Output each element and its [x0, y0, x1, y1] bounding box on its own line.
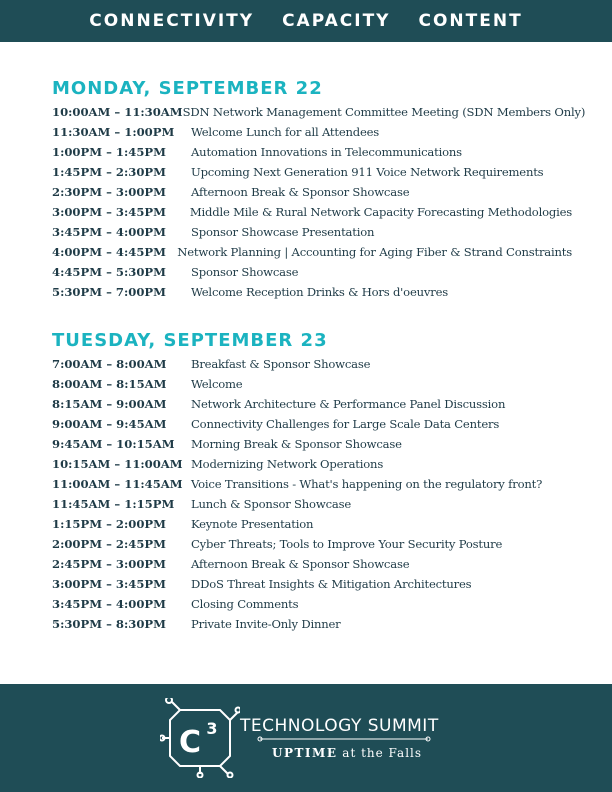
session-time: 10:00AM – 11:30AM	[52, 105, 183, 119]
session-time: 9:45AM – 10:15AM	[52, 437, 175, 451]
session-time: 2:45PM – 3:00PM	[52, 557, 166, 571]
session-time: 3:45PM – 4:00PM	[52, 225, 166, 239]
schedule-row	[52, 122, 572, 142]
session-time: 3:45PM – 4:00PM	[52, 597, 166, 611]
session-time: 8:15AM – 9:00AM	[52, 397, 167, 411]
session-time: 11:45AM – 1:15PM	[52, 497, 175, 511]
session-time: 4:00PM – 4:45PM	[52, 245, 166, 259]
session-title: Breakfast & Sponsor Showcase	[191, 357, 371, 371]
schedule-row	[52, 142, 572, 162]
circuit-node-icon	[166, 698, 172, 703]
session-title: SDN Network Management Committee Meeting (SDN Members Only)	[182, 105, 586, 119]
session-title: Network Architecture & Performance Panel Discussion	[191, 397, 506, 411]
session-title: Welcome	[191, 377, 243, 391]
summit-subtitle	[272, 746, 422, 760]
tuesday-schedule	[52, 354, 572, 634]
schedule-row	[52, 474, 572, 494]
session-time: 5:30PM – 8:30PM	[52, 617, 166, 631]
session-title: Connectivity Challenges for Large Scale Data Centers	[191, 417, 500, 431]
schedule-row	[52, 434, 572, 454]
session-time: 7:00AM – 8:00AM	[52, 357, 167, 371]
schedule-row	[52, 102, 586, 122]
session-title: Voice Transitions - What's happening on the regulatory front?	[191, 477, 543, 491]
session-title: Welcome Lunch for all Attendees	[191, 125, 380, 139]
schedule-row	[52, 514, 572, 534]
monday-heading: MONDAY, SEPTEMBER 22	[52, 78, 323, 99]
session-title: Network Planning | Accounting for Aging Fiber & Strand Constraints	[177, 245, 572, 259]
session-title: Welcome Reception Drinks & Hors d'oeuvres	[191, 285, 448, 299]
summit-title: TECHNOLOGY SUMMIT	[240, 716, 439, 736]
session-title: Keynote Presentation	[191, 517, 314, 531]
subtitle-venue: at the Falls	[337, 746, 423, 760]
schedule-row	[52, 394, 572, 414]
tuesday-heading: TUESDAY, SEPTEMBER 23	[52, 330, 328, 351]
session-title: Lunch & Sponsor Showcase	[191, 497, 351, 511]
session-time: 2:00PM – 2:45PM	[52, 537, 166, 551]
schedule-row	[52, 414, 572, 434]
session-time: 2:30PM – 3:00PM	[52, 185, 166, 199]
session-time: 1:15PM – 2:00PM	[52, 517, 166, 531]
session-title: Morning Break & Sponsor Showcase	[191, 437, 402, 451]
schedule-row	[52, 494, 572, 514]
schedule-row	[52, 222, 572, 242]
session-time: 1:45PM – 2:30PM	[52, 165, 166, 179]
session-title: Sponsor Showcase	[191, 265, 299, 279]
schedule-row	[52, 534, 572, 554]
schedule-row	[52, 162, 572, 182]
session-time: 5:30PM – 7:00PM	[52, 285, 166, 299]
schedule-row	[52, 614, 572, 634]
schedule-row	[52, 554, 572, 574]
schedule-row	[52, 182, 572, 202]
schedule-row	[52, 202, 572, 222]
session-title: Afternoon Break & Sponsor Showcase	[191, 557, 410, 571]
tagline-capacity: CAPACITY	[282, 11, 391, 31]
schedule-row	[52, 242, 572, 262]
schedule-row	[52, 594, 572, 614]
session-title: Automation Innovations in Telecommunications	[191, 145, 462, 159]
session-title: Private Invite-Only Dinner	[191, 617, 341, 631]
schedule-row	[52, 282, 572, 302]
session-time: 1:00PM – 1:45PM	[52, 145, 166, 159]
session-title: Closing Comments	[191, 597, 299, 611]
session-title: Upcoming Next Generation 911 Voice Network Requirements	[191, 165, 544, 179]
header-band	[0, 0, 612, 42]
schedule-row	[52, 262, 572, 282]
brand-divider	[238, 735, 450, 743]
session-time: 11:30AM – 1:00PM	[52, 125, 175, 139]
session-title: Afternoon Break & Sponsor Showcase	[191, 185, 410, 199]
session-title: Sponsor Showcase Presentation	[191, 225, 375, 239]
session-time: 9:00AM – 9:45AM	[52, 417, 167, 431]
schedule-row	[52, 574, 572, 594]
tagline-content: CONTENT	[418, 11, 523, 31]
c3-logo	[160, 698, 240, 778]
session-time: 8:00AM – 8:15AM	[52, 377, 167, 391]
schedule-row	[52, 454, 572, 474]
subtitle-uptime: UPTIME	[272, 746, 338, 760]
logo-superscript: 3	[206, 719, 218, 738]
session-title: DDoS Threat Insights & Mitigation Architectures	[191, 577, 472, 591]
logo-letter: C	[178, 725, 202, 760]
session-time: 3:00PM – 3:45PM	[52, 577, 166, 591]
schedule-row	[52, 374, 572, 394]
session-time: 3:00PM – 3:45PM	[52, 205, 166, 219]
session-time: 11:00AM – 11:45AM	[52, 477, 183, 491]
tagline-connectivity: CONNECTIVITY	[89, 11, 255, 31]
session-title: Middle Mile & Rural Network Capacity Forecasting Methodologies	[189, 205, 572, 219]
monday-schedule	[52, 102, 586, 302]
session-title: Cyber Threats; Tools to Improve Your Security Posture	[191, 537, 503, 551]
schedule-row	[52, 354, 572, 374]
session-time: 4:45PM – 5:30PM	[52, 265, 166, 279]
session-time: 10:15AM – 11:00AM	[52, 457, 183, 471]
session-title: Modernizing Network Operations	[191, 457, 384, 471]
